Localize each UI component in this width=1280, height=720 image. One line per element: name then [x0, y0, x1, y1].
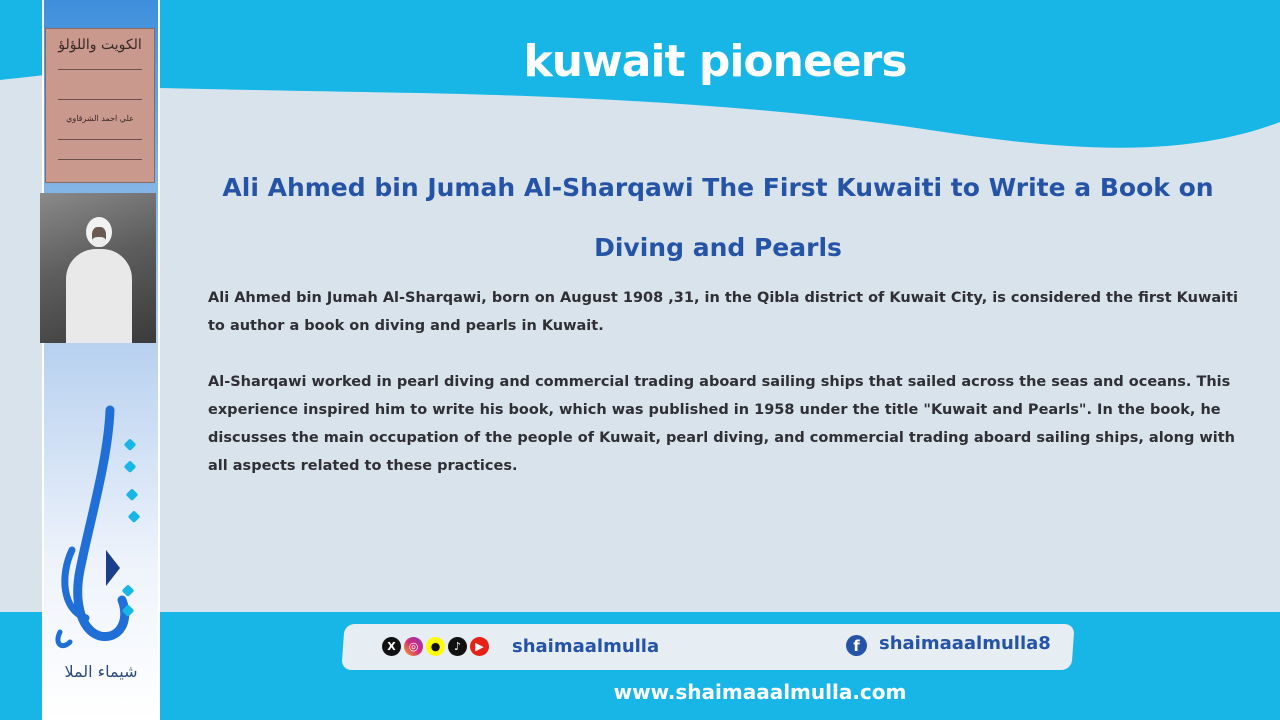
instagram-icon[interactable]: ◎ [404, 637, 423, 656]
facebook-handle[interactable]: shaimaaalmulla8 [879, 633, 1051, 654]
social-icons [382, 637, 489, 657]
book-cover-rule [58, 99, 142, 100]
portrait-beard [92, 237, 106, 247]
book-cover-rule [58, 139, 142, 140]
article-paragraph: Al-Sharqawi worked in pearl diving and commercial trading aboard sailing ships that sailed across the seas and oceans. This experience inspired him to write his book, which was published in 1958 under the title "Kuwait and Pearls". In the book, he discusses the main occupation of the people of Kuwait, pearl diving, and commercial trading aboard sailing ships, along with all aspects related to these practices. [208, 374, 1236, 474]
page-title: kuwait pioneers [523, 36, 907, 87]
snapchat-icon[interactable]: ● [426, 637, 445, 656]
logo-caption: شيماء الملا [64, 662, 138, 681]
tiktok-icon[interactable]: ♪ [448, 637, 467, 656]
portrait-figure [66, 249, 132, 343]
book-cover-rule [58, 69, 142, 70]
x-icon[interactable]: X [382, 637, 401, 656]
facebook-icon[interactable]: f [846, 635, 867, 656]
brand-logo [50, 400, 150, 660]
book-cover-rule [58, 159, 142, 160]
website-link[interactable]: www.shaimaaalmulla.com [613, 680, 907, 704]
book-cover-author: علي احمد الشرقاوي [66, 114, 134, 123]
article-paragraph: Ali Ahmed bin Jumah Al-Sharqawi, born on August 1908 ,31, in the Qibla district of Kuwait City, is considered the first Kuwaiti to author a book on diving and pearls in Kuwait. [208, 290, 1239, 334]
article-headline: Ali Ahmed bin Jumah Al-Sharqawi The First Kuwaiti to Write a Book on Diving and Pearls [222, 173, 1214, 262]
youtube-icon[interactable]: ▶ [470, 637, 489, 656]
social-handle[interactable]: shaimaalmulla [512, 636, 660, 657]
article-body [208, 284, 1243, 508]
portrait-photo [40, 193, 156, 343]
book-cover-image [45, 28, 155, 183]
book-cover-title: الكويت واللؤلؤ [58, 37, 142, 53]
